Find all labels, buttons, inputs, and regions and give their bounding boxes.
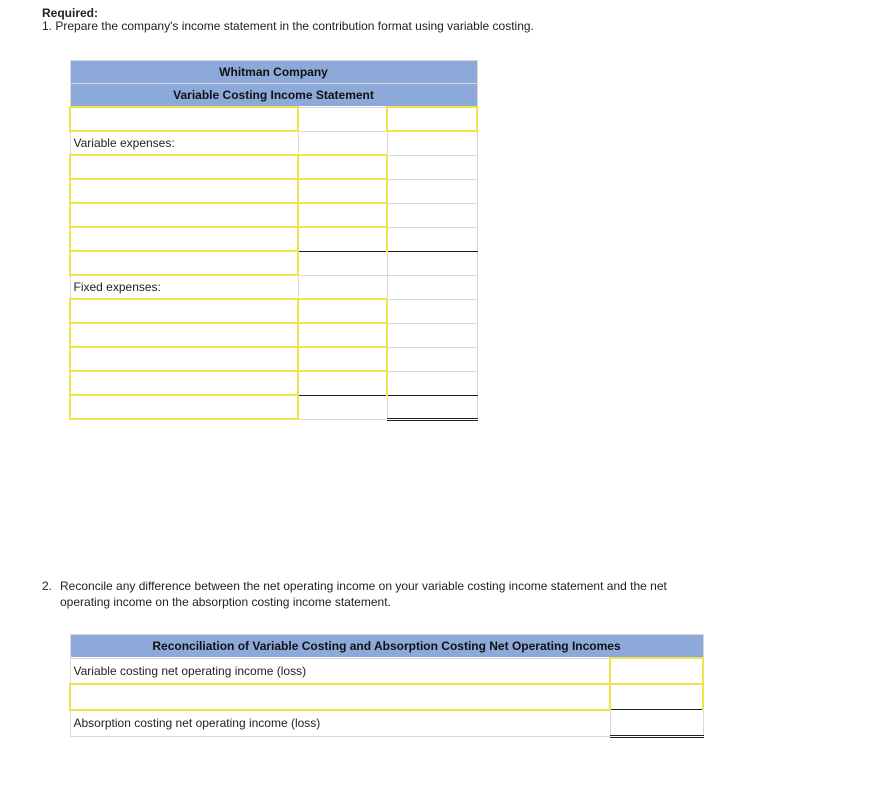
adjustment-amount-cell[interactable] — [610, 684, 703, 710]
fixed-expense-label-cell[interactable] — [70, 323, 298, 347]
fixed-expense-row — [70, 299, 477, 323]
variable-expense-amount-cell[interactable] — [298, 203, 387, 227]
variable-expenses-header-row — [70, 131, 477, 155]
fixed-expense-amount-input[interactable] — [302, 372, 383, 395]
variable-expense-label-input[interactable] — [74, 156, 294, 178]
variable-expense-row — [70, 227, 477, 251]
variable-expense-label-cell[interactable] — [70, 203, 298, 227]
sales-amount-input[interactable] — [391, 108, 473, 130]
net-operating-income-label-input[interactable] — [74, 396, 294, 418]
fixed-expense-row — [70, 371, 477, 395]
variable-expense-label-input[interactable] — [74, 180, 294, 202]
reconciliation-title: Reconciliation of Variable Costing and Absorption Costing Net Operating Incomes — [70, 635, 703, 659]
fixed-expense-label-input[interactable] — [74, 348, 294, 370]
income-statement-table — [69, 60, 478, 421]
variable-expense-row — [70, 155, 477, 179]
fixed-expense-amount-cell[interactable] — [298, 299, 387, 323]
fixed-expense-label-cell[interactable] — [70, 371, 298, 395]
requirement-2-text: Reconcile any difference between the net operating income on your variable costing income statement and the net operating income on the absorption costing income statement. — [60, 579, 667, 609]
statement-title: Variable Costing Income Statement — [70, 84, 477, 108]
variable-expense-label-input[interactable] — [74, 204, 294, 226]
fixed-expense-amount-cell[interactable] — [298, 323, 387, 347]
reconciliation-row — [70, 658, 703, 684]
fixed-expense-row — [70, 347, 477, 371]
variable-expenses-label: Variable expenses: — [70, 131, 298, 155]
absorption-noi-amount-cell — [610, 710, 703, 737]
required-heading: Required: — [42, 6, 99, 20]
reconciliation-row — [70, 710, 703, 737]
fixed-expense-amount-input[interactable] — [302, 348, 383, 370]
fixed-expense-amount-input[interactable] — [302, 300, 383, 322]
fixed-expense-amount-cell[interactable] — [298, 347, 387, 371]
variable-expense-row — [70, 203, 477, 227]
reconciliation-title-row — [70, 635, 703, 659]
fixed-expenses-label: Fixed expenses: — [70, 275, 298, 299]
variable-expense-amount-input[interactable] — [302, 228, 383, 251]
statement-company-row — [70, 61, 477, 84]
variable-expense-amount-input[interactable] — [302, 180, 383, 202]
adjustment-label-input[interactable] — [74, 685, 606, 709]
contribution-margin-label-cell[interactable] — [70, 251, 298, 275]
net-operating-income-label-cell[interactable] — [70, 395, 298, 419]
requirement-2-number: 2. — [42, 579, 53, 593]
fixed-expense-amount-input[interactable] — [302, 324, 383, 346]
fixed-expense-row — [70, 323, 477, 347]
fixed-expense-label-input[interactable] — [74, 372, 294, 394]
fixed-expense-label-cell[interactable] — [70, 347, 298, 371]
requirement-1-text: 1. Prepare the company's income statement in the contribution format using variable costing. — [42, 19, 534, 33]
variable-expense-label-cell[interactable] — [70, 179, 298, 203]
adjustment-amount-input[interactable] — [614, 685, 699, 710]
reconciliation-row — [70, 684, 703, 710]
sales-amount-cell[interactable] — [387, 107, 477, 131]
sales-label-input[interactable] — [74, 108, 294, 130]
variable-expense-label-input[interactable] — [74, 228, 294, 250]
fixed-expense-label-input[interactable] — [74, 324, 294, 346]
variable-expense-amount-cell[interactable] — [298, 227, 387, 251]
variable-expense-label-cell[interactable] — [70, 227, 298, 251]
contribution-margin-label-input[interactable] — [74, 252, 294, 274]
net-operating-income-row — [70, 395, 477, 419]
variable-noi-amount-cell[interactable] — [610, 658, 703, 684]
variable-expense-row — [70, 179, 477, 203]
statement-company-name: Whitman Company — [70, 61, 477, 84]
contribution-margin-row — [70, 251, 477, 275]
adjustment-label-cell[interactable] — [70, 684, 610, 710]
statement-title-row — [70, 84, 477, 108]
fixed-expense-amount-cell[interactable] — [298, 371, 387, 395]
sales-row — [70, 107, 477, 131]
absorption-noi-label: Absorption costing net operating income (loss) — [70, 710, 610, 737]
fixed-expenses-header-row — [70, 275, 477, 299]
variable-expense-label-cell[interactable] — [70, 155, 298, 179]
variable-expense-amount-input[interactable] — [302, 204, 383, 226]
reconciliation-table — [69, 634, 704, 738]
variable-noi-label: Variable costing net operating income (loss) — [70, 658, 610, 684]
variable-expense-amount-cell[interactable] — [298, 179, 387, 203]
variable-expense-amount-cell[interactable] — [298, 155, 387, 179]
sales-label-cell[interactable] — [70, 107, 298, 131]
variable-noi-amount-input[interactable] — [614, 659, 699, 683]
fixed-expense-label-input[interactable] — [74, 300, 294, 322]
sales-mid-cell — [298, 107, 387, 131]
requirement-2 — [42, 578, 682, 610]
variable-expense-amount-input[interactable] — [302, 156, 383, 178]
fixed-expense-label-cell[interactable] — [70, 299, 298, 323]
